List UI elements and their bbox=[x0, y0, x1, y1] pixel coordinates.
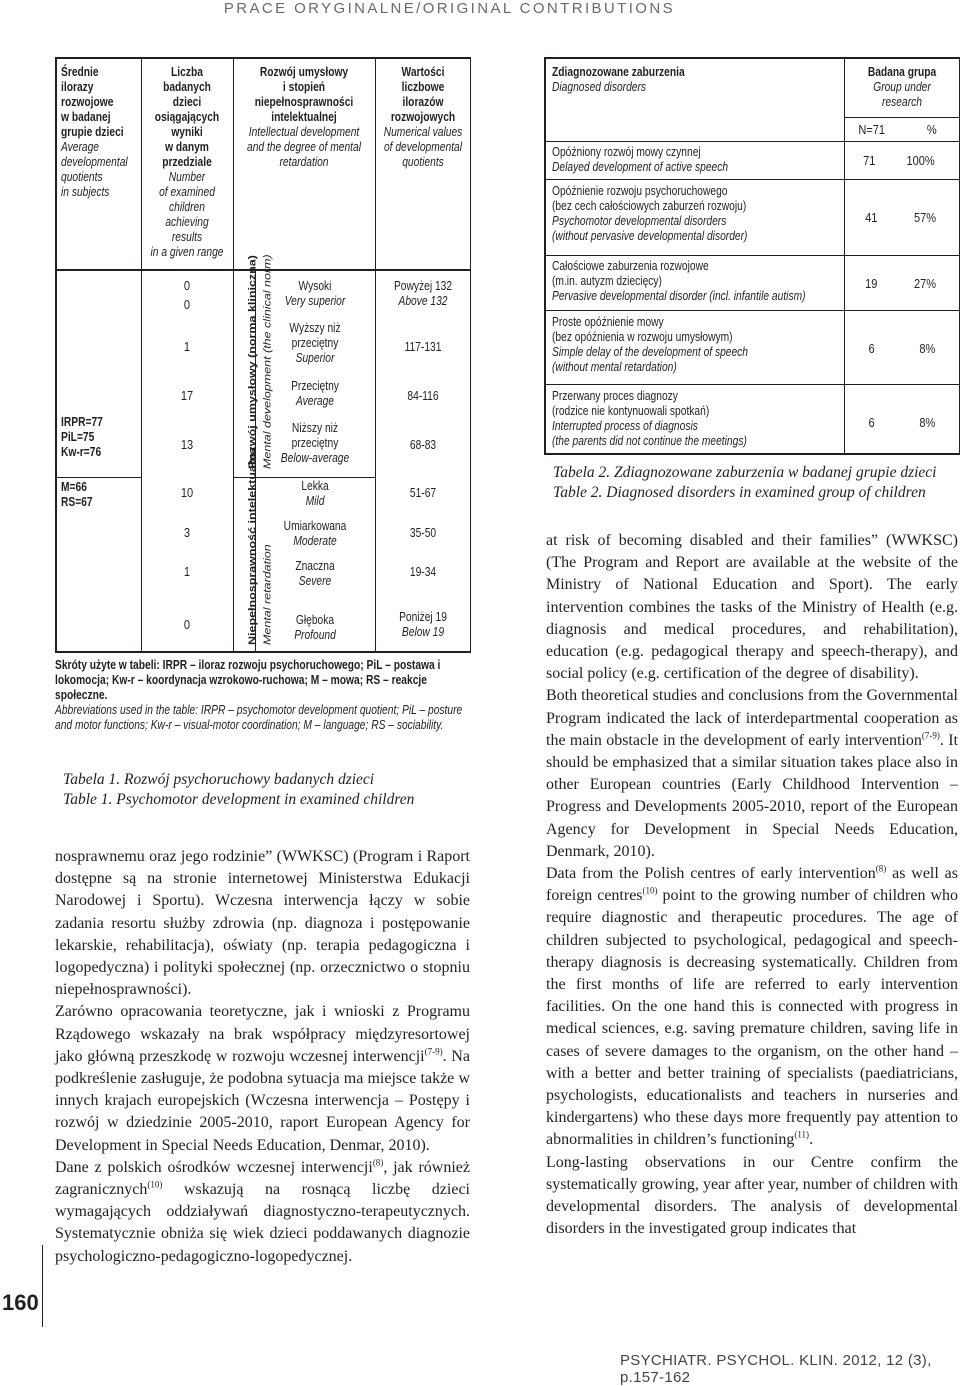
page-number: 160 bbox=[2, 1290, 39, 1315]
t2-pct: 27% bbox=[913, 276, 937, 291]
table-1-caption: Tabela 1. Rozwój psychoruchowy badanych dzieci Table 1. Psychomotor development in examined children bbox=[63, 771, 415, 808]
t1-value: 117-131 bbox=[404, 340, 442, 354]
t1-value: 84-116 bbox=[407, 389, 439, 403]
left-column-text bbox=[55, 846, 470, 1268]
t1-count: 0 bbox=[183, 617, 191, 632]
notes-pl: Skróty użyte w tabeli: IRPR – iloraz rozwoju psychoruchowego; PiL – postawa i lokomocja; Kw-r – koordynacja wzrokowo-ruchowa; M – mowa; RS – reakcje społeczne. bbox=[55, 658, 441, 702]
t2-row: Opóźnienie rozwoju psychoruchowego (bez cech całościowych zaburzeń rozwoju) Psychomotor developmental disorders (without pervasive developmental disorder) bbox=[552, 184, 748, 243]
right-paragraph-1: at risk of becoming disabled and their families” (WWKSC) (The Program and Report are available at the website of the Ministry of National Education and Sport). The early intervention combines the tasks of the Ministry of Health (e.g. diagnosis and medical procedures, and rehabilitation), education (e.g. pedagogical therapy and speech-therapy), and social policy (e.g. certification of the degree of disability). bbox=[546, 532, 958, 683]
t1-value: Poniżej 19 Below 19 bbox=[399, 610, 447, 639]
t2-row: Całościowe zaburzenia rozwojowe (m.in. autyzm dziecięcy) Pervasive developmental disorder (incl. infantile autism) bbox=[552, 259, 806, 303]
t2-n: 71 bbox=[863, 153, 876, 168]
t2-head: Zdiagnozowane zaburzenia Diagnosed disorders bbox=[552, 65, 685, 94]
t1-quotients-b: M=66 RS=67 bbox=[61, 480, 93, 509]
table-2-caption: Tabela 2. Zdiagnozowane zaburzenia w badanej grupie dzieci Table 2. Diagnosed disorders in examined group of children bbox=[553, 464, 937, 501]
running-header: PRACE ORYGINALNE/ORIGINAL CONTRIBUTIONS bbox=[223, 0, 675, 17]
t1-col4-header: Wartości liczbowe ilorazów rozwojowych Numerical values of developmental quotients bbox=[383, 65, 463, 169]
t2-pct: 57% bbox=[913, 210, 937, 225]
t2-n: 41 bbox=[865, 210, 878, 225]
t1-col2-header: Liczba badanych dzieci osiągających wyniki w danym przedziale Number of examined children achieving results in a given range bbox=[150, 65, 224, 259]
right-paragraph-4: Long-lasting observations in our Centre confirm the systematically growing, year after year, number of children with developmental disorders. The analysis of developmental disorders in the investigated group indicates that bbox=[546, 1153, 958, 1238]
t1-count: 10 bbox=[180, 485, 194, 500]
t2-row: Opóźniony rozwój mowy czynnej Delayed development of active speech bbox=[552, 145, 729, 174]
t1-level: Wysoki Very superior bbox=[284, 279, 346, 308]
left-paragraph-1: nosprawnemu oraz jego rodzinie” (WWKSC) (Program i Raport dostępne są na stronie internetowej Ministerstwa Edukacji Narodowej i Sportu). Wczesna interwencja łączy w sobie zadania resortu służby zdrowia (np. diagnoza i postępowanie lekarskie, rehabilitacja), oświaty (np. terapia pedagogiczna i logopedyczna) i polityki społecznej (np. orzecznictwo o stopniu niepełnosprawności). bbox=[55, 848, 470, 999]
t1-level: Wyższy niż przeciętny Superior bbox=[289, 321, 341, 365]
table-1-notes bbox=[55, 658, 463, 733]
t2-pct: 8% bbox=[919, 341, 936, 356]
t1-group-normal: Rozwój umysłowy (norma kliniczna) Mental development (the clinical norm) bbox=[246, 254, 273, 469]
right-paragraph-3: Data from the Polish centres of early intervention$^{(8)}$ as well as foreign centres$^{(10)}$ point to the growing number of children who require diagnostic and therapeutic procedures. The age of children subjected to psychological, pedagogical and speech-therapy diagnosis is decreasing systematically. Children from the first months of life are referred to early intervention facilities. On the one hand this is connected with progress in medical sciences, e.g. saving premature children, saving life in cases of severe damages to the organism, on the other hand – with a better and better training of specialists (paediatricians, psychologists, educationalists and teachers in nurseries and kindergartens) who these days more frequently pay attention to abnormalities in children’s functioning$^{(11)}$. bbox=[546, 863, 959, 1149]
t1-col3-header: Rozwój umysłowy i stopień niepełnosprawności intelektualnej Intellectual development and the degree of mental retardation bbox=[247, 65, 361, 169]
t1-group-retardation: Niepełnosprawność intelektualna Mental retardation bbox=[246, 447, 273, 645]
t1-level: Niższy niż przeciętny Below-average bbox=[280, 421, 350, 465]
footer-citation: PSYCHIATR. PSYCHOL. KLIN. 2012, 12 (3), p.157-162 bbox=[620, 1352, 932, 1386]
right-paragraph-2: Both theoretical studies and conclusions from the Governmental Program indicated the lack of interdepartmental cooperation as the main obstacle in the development of early intervention$^{(7-9)}$. It should be emphasized that a similar situation takes place also in other European countries (Early Childhood Intervention – Progress and Developments 2005-2010, report of the European Agency for Development in Special Needs Education, Denmark, 2010). bbox=[546, 687, 958, 860]
table-1 bbox=[55, 57, 471, 653]
t1-value: Powyżej 132 Above 132 bbox=[393, 279, 453, 308]
t1-value: 19-34 bbox=[409, 565, 437, 579]
notes-en: Abbreviations used in the table: IRPR – psychomotor development quotient; PiL – posture and motor functions; Kw-r – visual-motor coordination; M – language; RS – sociability. bbox=[55, 703, 463, 732]
t1-col1-header: Średnie ilorazy rozwojowe w badanej grupie dzieci Average developmental quotients in subjects bbox=[61, 65, 128, 199]
t1-value: 51-67 bbox=[409, 486, 437, 500]
t2-n: 19 bbox=[865, 276, 878, 291]
t2-n: 6 bbox=[868, 341, 875, 356]
t1-count: 17 bbox=[180, 388, 194, 403]
t1-count: 13 bbox=[180, 437, 194, 452]
t2-n: 6 bbox=[868, 415, 875, 430]
t1-count: 0 bbox=[183, 297, 191, 312]
t1-count: 1 bbox=[183, 564, 191, 579]
t2-n-label: N=71 bbox=[858, 122, 886, 137]
t1-count: 0 bbox=[183, 278, 191, 293]
t1-level: Głęboka Profound bbox=[294, 613, 336, 642]
t1-level: Przeciętny Average bbox=[291, 379, 339, 408]
left-paragraph-3: Dane z polskich ośrodków wczesnej interwencji$^{(8)}$, jak również zagranicznych$^{(10)}$ wskazują na rosnącą liczbę dzieci wymagających oddziaływań diagnostyczno-terapeutycznych. Systematycznie obniża się wiek dzieci poddawanych diagnozie psychologiczno-pedagogiczno-logopedycznej. bbox=[55, 1157, 470, 1265]
t1-quotients-a: IRPR=77 PiL=75 Kw-r=76 bbox=[61, 415, 103, 459]
t1-value: 68-83 bbox=[409, 438, 437, 452]
right-column-text bbox=[546, 530, 958, 1241]
t2-pct: 8% bbox=[919, 415, 936, 430]
t1-level: Umiarkowana Moderate bbox=[283, 519, 347, 548]
t2-pct-label: % bbox=[926, 122, 937, 137]
t1-level: Lekka Mild bbox=[301, 479, 329, 508]
t1-value: 35-50 bbox=[409, 526, 437, 540]
t2-pct: 100% bbox=[906, 153, 935, 168]
t1-level: Znaczna Severe bbox=[295, 559, 335, 588]
t2-row: Proste opóźnienie mowy (bez opóźnienia w rozwoju umysłowym) Simple delay of the development of speech (without mental retardation) bbox=[552, 315, 749, 374]
t2-row: Przerwany proces diagnozy (rodzice nie kontynuowali spotkań) Interrupted process of diagnosis (the parents did not continue the meetings) bbox=[552, 389, 747, 448]
t1-count: 3 bbox=[183, 525, 191, 540]
left-paragraph-2: Zarówno opracowania teoretyczne, jak i wnioski z Programu Rządowego wskazały na brak współpracy międzyresortowej jako główną przeszkodę w rozwoju wczesnej interwencji$^{(7-9)}$. Na podkreślenie zasługuje, że podobna sytuacja ma miejsce także w innych krajach europejskich (Wczesna interwencja – Postępy i rozwój w dziedzinie 2005-2010, raport European Agency for Development in Special Needs Education, Denmar, 2010). bbox=[55, 1003, 470, 1154]
t1-count: 1 bbox=[183, 339, 191, 354]
t2-group-head: Badana grupa Group under research bbox=[867, 65, 937, 109]
page-number-rule bbox=[42, 1245, 43, 1327]
table-2 bbox=[544, 57, 960, 457]
